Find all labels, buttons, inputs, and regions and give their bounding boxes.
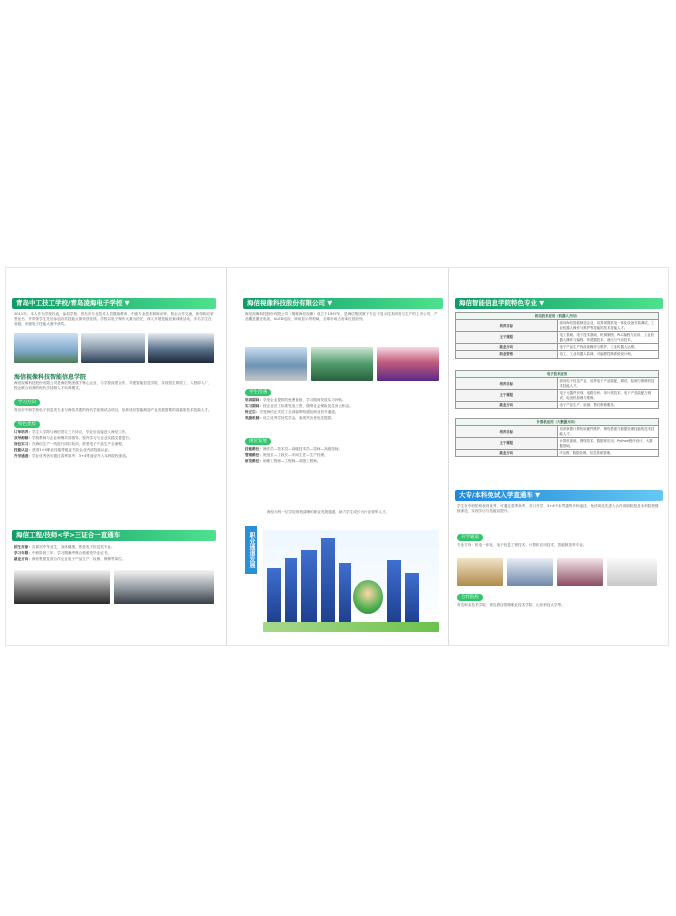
- mid-career-item: 研发路径：助理工程师—工程师—高级工程师。: [245, 459, 321, 463]
- table-key: 就业方向: [456, 402, 558, 409]
- campus-photo: [14, 333, 78, 363]
- award-photo: [557, 558, 603, 586]
- mid-benefit-item: 转正后：享受海信正式员工全部福利待遇及职业晋升通道。: [245, 410, 339, 414]
- major-title: 机电技术应用（机器人方向）: [456, 313, 659, 320]
- mid-bottom-note: 海信为每一位学徒规划清晰的职业发展通道，助力学生成长为行业领军人才。: [267, 510, 390, 514]
- left-pathway-item: 就业方向：海信集团及其合作企业电子产品生产、检测、维修等岗位。: [14, 557, 126, 561]
- table-value: 电子产品生产线设备操作与维护、工业机器人运维。: [557, 344, 659, 351]
- right-header-majors: 海信智能信息学院特色专业 ▼: [455, 298, 663, 309]
- left-header-school: 青岛中工技工学校/青岛凌海电子学校 ▼: [12, 298, 216, 309]
- mid-career-item: 技能路径：操作员—技术员—高级技术员—技师—高级技师。: [245, 447, 343, 451]
- table-value: 面向海信智能制造企业，培养掌握机电一体化设备安装调试、工业机器人操作与维护等技能的技术技能人才。: [557, 320, 659, 332]
- table-key: 主干课程: [456, 332, 558, 344]
- left-pathway-item: 招生对象：应届初中毕业生，身体健康，热爱电子信息类专业。: [14, 545, 115, 549]
- building-graphic: [405, 573, 419, 623]
- table-key: 就业方向: [456, 450, 558, 457]
- right-header-college: 大专/本科免试入学直通车 ▼: [455, 490, 663, 501]
- event-photo: [377, 347, 439, 381]
- left-direction-text: 青岛市中职学校电子信息类专业与海信共建的现代学徒制试点项目，培养适应智能制造产业发展需要的高素质技术技能人才。: [14, 408, 212, 412]
- ground-strip: [263, 622, 439, 632]
- table-key: 培养目标: [456, 378, 558, 390]
- mid-benefit-item: 奖励机制：设立优秀学徒奖学金，表现突出者优先提拔。: [245, 416, 335, 420]
- table-value: IT运维、数据处理、信息系统管理。: [557, 450, 659, 457]
- right-college-text: 学生在中职阶段表现优秀，可通过春季高考、对口升学、3+4中本贯通等多种途径，免试或优先进入合作高职院校及本科院校继续深造，实现学历与技能双提升。: [457, 504, 659, 514]
- right-pathway-text: 专业方向：机电一体化、电子信息工程技术、计算机应用技术、智能制造等专业。: [457, 543, 587, 547]
- major-title: 电子技术应用: [456, 371, 659, 378]
- left-advantage-item: 订单培养：学生入学即与海信签订三方协议，毕业后直接进入海信工作。: [14, 430, 129, 434]
- certificate-photo: [457, 558, 503, 586]
- table-key: 主干课程: [456, 438, 558, 450]
- left-header-pathway: 海信工程/技师<学>三证合一直通车: [12, 530, 216, 541]
- mid-header-company: 海信视像科技股份有限公司 ▼: [243, 298, 443, 309]
- building-graphic: [301, 550, 317, 623]
- left-advantage-item: 升学通道：学业优秀者可通过春季高考、3+4等途径升入本科院校深造。: [14, 454, 130, 458]
- left-advantage-item: 双导师制：学校教师与企业师傅共同指导，校内学习与企业实践交替进行。: [14, 436, 133, 440]
- signing-photo: [14, 570, 110, 604]
- table-value: 电工基础、电子技术基础、机械制图、PLC编程与应用、工业机器人操作与编程、传感器技术、液压与气动技术。: [557, 332, 659, 344]
- middle-panel: [227, 268, 448, 645]
- left-advantage-item: 技能认证：获得1+X职业技能等级证书及企业内部技能认证。: [14, 448, 112, 452]
- table-key: 职业资格: [456, 351, 558, 358]
- left-institute-text: 海信视像科技股份有限公司是海信集团旗下核心企业，与学校深度合作，共建智能信息学院，实现招生即招工、入校即入厂、校企联合培养的现代学徒制人才培养模式。: [14, 381, 212, 391]
- table-value: 计算机基础、网络技术、数据库应用、Python程序设计、大数据基础。: [557, 438, 659, 450]
- mid-benefit-item: 培训期间：享受企业提供的免费食宿，学习期间发放实习补贴。: [245, 398, 346, 402]
- building-graphic: [267, 568, 281, 623]
- left-pill-advantages: 特色优势: [14, 421, 40, 428]
- right-pill-pathway: 升学通道: [457, 534, 483, 541]
- table-key: 就业方向: [456, 344, 558, 351]
- major-title: 计算机应用（大数据方向）: [456, 419, 659, 426]
- table-value: 电子元器件识别、电路分析、单片机技术、电子产品装配与调试、电视机原理与维修。: [557, 390, 659, 402]
- left-pathway-item: 学习年限：中职阶段三年，学习期满考核合格颁发毕业证书。: [14, 551, 112, 555]
- table-value: 面向电子信息产业，培养电子产品装配、调试、检测与维修的技术技能人才。: [557, 378, 659, 390]
- building-graphic: [339, 563, 351, 623]
- mascot-illustration: [353, 580, 383, 614]
- building-graphic: [387, 560, 401, 623]
- brochure-sheet: [6, 268, 668, 645]
- building-graphic: [321, 538, 335, 623]
- mid-benefit-item: 实习期间：按企业员工标准发放工资，缴纳社会保险及住房公积金。: [245, 404, 353, 408]
- right-panel: [449, 268, 668, 645]
- building-graphic: [285, 558, 297, 623]
- left-pill-direction: 学习方向: [14, 399, 40, 406]
- ceremony-photo: [148, 333, 214, 363]
- mid-career-item: 管理路径：班组长—工段长—车间主任—生产经理。: [245, 453, 328, 457]
- mid-intro-text: 海信视像科技股份有限公司（简称海信视像）成立于1997年，是海信集团旗下专注于显示技术研发与生产的上市公司，产品覆盖激光电视、ULED电视、商用显示等领域，全球市场占有率位居前列。: [245, 312, 438, 322]
- table-value: 培养掌握计算机软硬件维护、网络搭建与数据处理技能的技术技能人才。: [557, 426, 659, 438]
- mid-pill-benefits: 学生待遇: [245, 389, 271, 396]
- table-value: 电子产品生产、检测、售后维修服务。: [557, 402, 659, 409]
- major-table-computer: [455, 418, 659, 457]
- students-photo: [81, 333, 145, 363]
- group-photo: [114, 570, 214, 604]
- diploma-photo: [607, 558, 657, 586]
- table-value: 电工、工业机器人装调、可编程控制系统设计师。: [557, 351, 659, 358]
- major-table-mechatronics: [455, 312, 659, 359]
- left-panel: [6, 268, 226, 645]
- table-key: 培养目标: [456, 426, 558, 438]
- left-advantage-item: 岗位实习：在海信生产一线进行岗位轮训，熟悉电子产品生产全流程。: [14, 442, 126, 446]
- career-path-label: 职业通道发展: [245, 526, 257, 574]
- left-header-institute: 海信视像科技智能信息学院: [14, 374, 87, 381]
- mid-pill-career: 岗位发展: [245, 438, 271, 445]
- headquarters-photo: [245, 347, 307, 381]
- right-partners-text: 青岛职业技术学院、青岛酒店管理职业技术学院、山东科技大学等。: [457, 603, 565, 607]
- major-table-electronics: [455, 370, 659, 409]
- factory-photo: [311, 347, 373, 381]
- classroom-photo: [507, 558, 553, 586]
- right-pill-partners: 合作院校: [457, 594, 483, 601]
- left-intro-text: 2011年，本人作为学校代表，参加学校、青岛市专业技术人员继续教育、中级专业技术职称评审、校企合作交流，获得相应荣誉证书，并带领学生先后参加各类技能大赛荣获佳绩。学校以电子制作大赛为依托，深入开展技能竞赛训练活动，多名学生在省级、市级电子技能大赛中获奖。: [14, 312, 214, 327]
- table-key: 主干课程: [456, 390, 558, 402]
- table-key: 培养目标: [456, 320, 558, 332]
